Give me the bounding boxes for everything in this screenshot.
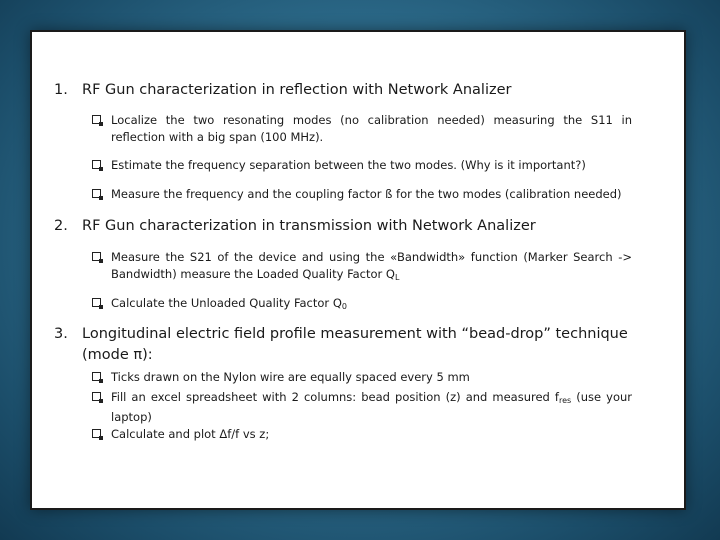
- list-item: Localize the two resonating modes (no calibration needed) measuring the S11 in reflection with a big span (100 MHz).: [92, 112, 632, 146]
- checkbox-bullet-icon: [92, 298, 101, 307]
- checkbox-bullet-icon: [92, 392, 101, 401]
- checkbox-bullet-icon: [92, 189, 101, 198]
- list-item: Ticks drawn on the Nylon wire are equally spaced every 5 mm: [92, 369, 632, 386]
- checkbox-bullet-icon: [92, 160, 101, 169]
- section-title: Longitudinal electric field profile measurement with “bead-drop” technique (mode π):: [82, 326, 628, 363]
- checkbox-bullet-icon: [92, 252, 101, 261]
- list-item: Measure the frequency and the coupling factor ß for the two modes (calibration needed): [92, 186, 632, 203]
- section-title: RF Gun characterization in transmission with Network Analizer: [82, 218, 536, 234]
- section-number: 1.: [54, 82, 68, 98]
- list-item: Estimate the frequency separation between the two modes. (Why is it important?): [92, 157, 632, 174]
- section-3-heading: [54, 324, 639, 366]
- section-number: 3.: [54, 326, 68, 342]
- list-item: Calculate and plot Δf/f vs z;: [92, 426, 632, 443]
- checkbox-bullet-icon: [92, 429, 101, 438]
- list-item: Fill an excel spreadsheet with 2 columns: bead position (z) and measured $f_{res}$ (use your laptop): [92, 389, 632, 426]
- list-item: Calculate the Unloaded Quality Factor $Q_0$: [92, 295, 632, 315]
- checkbox-bullet-icon: [92, 115, 101, 124]
- checkbox-bullet-icon: [92, 372, 101, 381]
- list-item: Measure the S21 of the device and using the «Bandwidth» function (Marker Search -> Bandwidth) measure the Loaded Quality Factor $Q_L$: [92, 249, 632, 286]
- section-1-heading: [54, 80, 639, 101]
- slide: [30, 30, 686, 510]
- section-number: 2.: [54, 218, 68, 234]
- section-title: RF Gun characterization in reflection with Network Analizer: [82, 82, 512, 98]
- section-2-heading: [54, 216, 639, 237]
